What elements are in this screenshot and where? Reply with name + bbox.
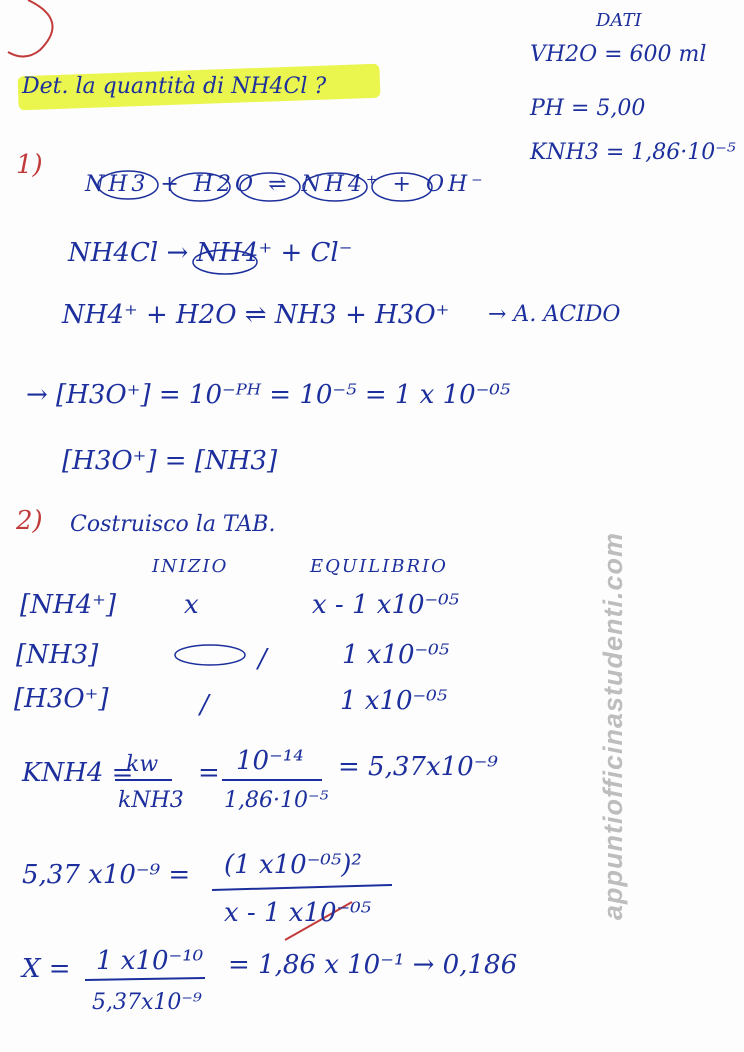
data-heading: DATI bbox=[596, 10, 642, 31]
kb-label: KNH4 = bbox=[22, 758, 134, 788]
row-inizio-nh4: x bbox=[184, 590, 199, 620]
row-equilibrio-h3o: 1 x10⁻⁰⁵ bbox=[340, 686, 448, 716]
step2-number: 2) bbox=[16, 506, 43, 536]
table-heading: Costruisco la TAB. bbox=[70, 512, 276, 537]
row-inizio-h3o: / bbox=[200, 690, 209, 720]
x-result: = 1,86 x 10⁻¹ → 0,186 bbox=[228, 950, 518, 980]
kb-value-denominator: 1,86·10⁻⁵ bbox=[224, 788, 329, 813]
equation-denominator: x - 1 x10⁻⁰⁵ bbox=[224, 898, 372, 928]
equation-left: 5,37 x10⁻⁹ = bbox=[22, 860, 191, 890]
h3o-equality: [H3O⁺] = [NH3] bbox=[62, 446, 278, 476]
step1-number: 1) bbox=[16, 150, 43, 180]
hydrolysis-reaction: NH4⁺ + H2O ⇌ NH3 + H3O⁺ bbox=[62, 300, 450, 330]
kb-numerator: kw bbox=[126, 752, 159, 777]
crossed-reaction: NH3 + H2O ⇌ NH4⁺ + OH⁻ bbox=[85, 172, 487, 197]
row-species-h3o: [H3O⁺] bbox=[14, 684, 109, 714]
x-label: X = bbox=[22, 954, 71, 984]
x-numerator: 1 x10⁻¹⁰ bbox=[96, 946, 204, 976]
dissociation-reaction: NH4Cl → NH4⁺ + Cl⁻ bbox=[68, 238, 353, 268]
row-equilibrio-nh4: x - 1 x10⁻⁰⁵ bbox=[312, 590, 460, 620]
column-inizio: INIZIO bbox=[152, 556, 229, 577]
row-species-nh4: [NH4⁺] bbox=[20, 590, 116, 620]
page-title: Det. la quantità di NH4Cl ? bbox=[22, 74, 327, 99]
equation-numerator: (1 x10⁻⁰⁵)² bbox=[224, 850, 362, 880]
row-species-nh3: [NH3] bbox=[16, 640, 99, 670]
kb-equals: = bbox=[198, 758, 220, 788]
column-equilibrio: EQUILIBRIO bbox=[310, 556, 448, 577]
hydrolysis-note: → A. ACIDO bbox=[488, 302, 621, 327]
row-equilibrio-nh3: 1 x10⁻⁰⁵ bbox=[342, 640, 450, 670]
watermark: appuntiofficinastudenti.com bbox=[598, 531, 628, 920]
data-knh3: KNH3 = 1,86·10⁻⁵ bbox=[530, 140, 736, 165]
row-inizio-nh3: / bbox=[258, 644, 267, 674]
kb-value-numerator: 10⁻¹⁴ bbox=[236, 746, 304, 776]
x-denominator: 5,37x10⁻⁹ bbox=[92, 990, 202, 1015]
data-volume: VH2O = 600 ml bbox=[530, 42, 707, 67]
kb-denominator: kNH3 bbox=[118, 788, 184, 813]
kb-result: = 5,37x10⁻⁹ bbox=[338, 752, 498, 782]
data-ph: PH = 5,00 bbox=[530, 96, 646, 121]
h3o-calculation: → [H3O⁺] = 10⁻ᴾᴴ = 10⁻⁵ = 1 x 10⁻⁰⁵ bbox=[26, 380, 511, 410]
